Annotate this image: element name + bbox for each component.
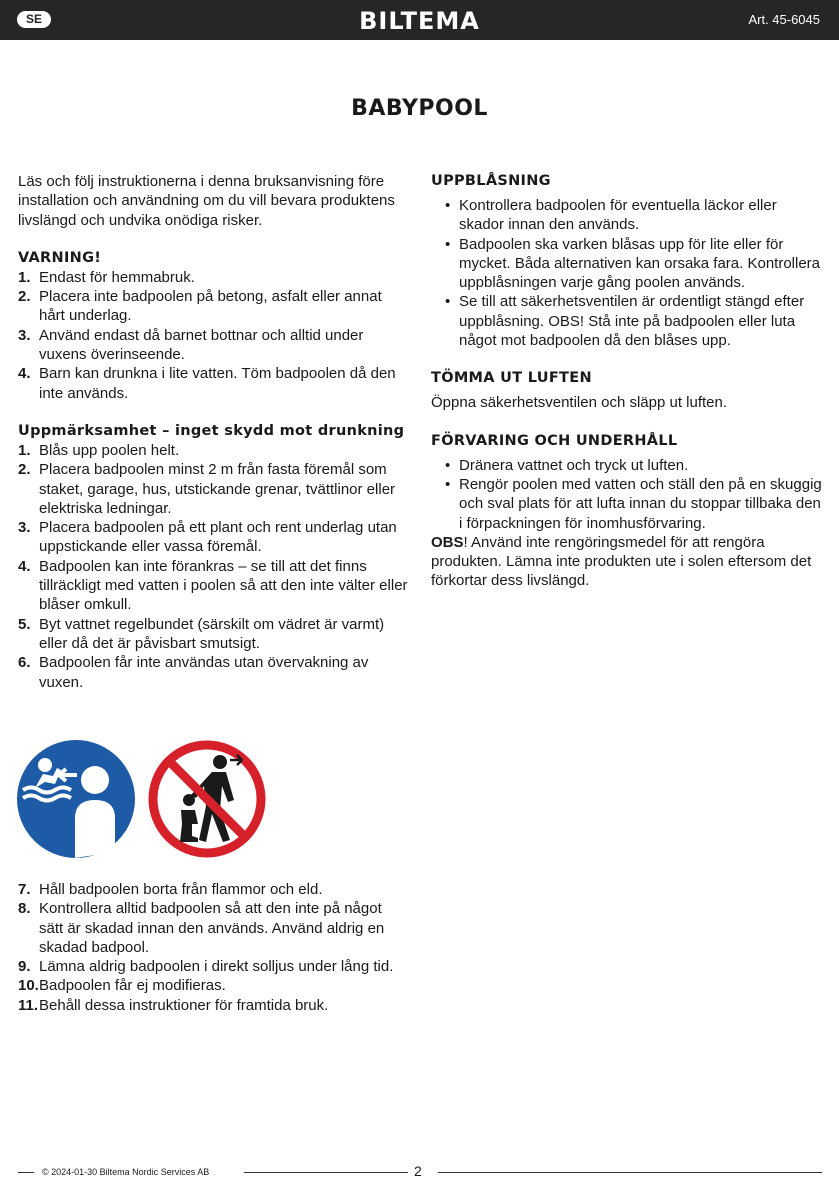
- inflation-list: [431, 196, 823, 350]
- list-item-text: Placera inte badpoolen på betong, asfalt eller annat hårt underlag.: [39, 288, 382, 325]
- list-item-text: Placera badpoolen minst 2 m från fasta föremål som staket, garage, hus, utstickande grenar, tvättlinor eller elektriska ledningar.: [39, 461, 396, 517]
- deflate-heading: TÖMMA UT LUFTEN: [431, 370, 592, 387]
- list-item-text: Endast för hemmabruk.: [39, 268, 195, 286]
- supervise-child-mandatory-icon: [17, 740, 135, 858]
- list-item-number: 10.: [18, 977, 39, 995]
- storage-note: [431, 533, 823, 591]
- list-item: [18, 899, 410, 957]
- inflation-heading: UPPBLÅSNING: [431, 173, 551, 189]
- list-item-number: 6.: [18, 654, 31, 672]
- list-item-number: 2.: [18, 288, 31, 306]
- safety-icons: [17, 740, 277, 860]
- left-column-continued: [18, 880, 410, 1015]
- list-item: [18, 364, 410, 403]
- list-item-number: 1.: [18, 268, 31, 286]
- list-item-text: Behåll dessa instruktioner för framtida bruk.: [39, 996, 329, 1014]
- footer-rule-mid: [244, 1172, 408, 1173]
- storage-list: [431, 456, 823, 533]
- list-item-number: 9.: [18, 958, 31, 976]
- bullet-item: • Badpoolen ska varken blåsas upp för lite eller för mycket. Båda alternativen kan orsaka fara. Kontrollera uppblåsningen varje gång poolen används.: [445, 235, 823, 293]
- list-item: [18, 557, 410, 615]
- left-column: [18, 172, 410, 692]
- list-item: [18, 287, 410, 326]
- footer: [18, 1160, 822, 1184]
- list-item-number: 3.: [18, 326, 31, 344]
- deflate-text: Öppna säkerhetsventilen och släpp ut luften.: [431, 394, 728, 412]
- list-item-number: 4.: [18, 365, 31, 383]
- footer-rule-right: [438, 1172, 822, 1173]
- list-item: [18, 326, 410, 365]
- warning-heading: VARNING!: [18, 249, 102, 266]
- list-item: [18, 615, 410, 654]
- list-item: [18, 441, 410, 460]
- attention-list: [18, 441, 410, 692]
- list-item-number: 7.: [18, 881, 31, 898]
- intro-text: Läs och följ instruktionerna i denna bruksanvisning före installation och användning om du vill bevara produktens livslängd och undvika onödiga risker.: [18, 173, 395, 229]
- header-bar: [0, 0, 839, 40]
- list-item: [18, 653, 410, 692]
- bullet-item: • Rengör poolen med vatten och ställ den på en skuggig och sval plats för att lufta innan du stoppar tillbaka den i förpackningen för inomhusförvaring.: [445, 475, 823, 533]
- brand-logo: BILTEMA: [359, 7, 480, 35]
- list-item-number: 11.: [18, 996, 39, 1014]
- bullet-item: • Se till att säkerhetsventilen är ordentligt stängd efter uppblåsning. OBS! Stå inte på badpoolen eller luta något mot badpoolen då den blåses upp.: [445, 292, 823, 350]
- page-number: 2: [414, 1163, 422, 1179]
- list-item-text: Lämna aldrig badpoolen i direkt solljus under lång tid.: [39, 958, 394, 976]
- page-title: BABYPOOL: [351, 96, 488, 121]
- list-item: [18, 460, 410, 518]
- bullet-item: • Kontrollera badpoolen för eventuella läckor eller skador innan den används.: [445, 196, 823, 235]
- footer-copyright: © 2024-01-30 Biltema Nordic Services AB: [42, 1167, 210, 1177]
- list-item: [18, 976, 410, 995]
- list-item-text: Barn kan drunkna i lite vatten. Töm badpoolen då den inte används.: [39, 365, 396, 402]
- right-column: [431, 172, 823, 591]
- list-item-number: 1.: [18, 441, 31, 459]
- no-unattended-child-icon: [148, 740, 266, 858]
- list-item-text: Kontrollera alltid badpoolen så att den inte på något sätt är skadad innan den används. Använd aldrig en skadad badpool.: [39, 900, 385, 956]
- list-item: [18, 957, 410, 976]
- list-item-text: Badpoolen får ej modifieras.: [39, 977, 226, 995]
- list-item-text: Håll badpoolen borta från flammor och eld.: [39, 881, 323, 898]
- attention-list-continued: [18, 880, 410, 1015]
- list-item-number: 5.: [18, 615, 31, 633]
- list-item-text: Byt vattnet regelbundet (särskilt om vädret är varmt) eller då det är påvisbart smutsigt.: [39, 615, 385, 652]
- list-item-text: Badpoolen får inte användas utan övervakning av vuxen.: [39, 654, 369, 691]
- list-item-number: 3.: [18, 519, 31, 537]
- list-item: [18, 518, 410, 557]
- article-number: Art. 45-6045: [748, 12, 820, 27]
- list-item: [18, 268, 410, 287]
- list-item: [18, 996, 410, 1015]
- note-label: OBS: [431, 533, 464, 551]
- attention-heading: Uppmärksamhet – inget skydd mot drunkning: [18, 422, 405, 439]
- list-item-text: Badpoolen kan inte förankras – se till att det finns tillräckligt med vatten i poolen så att den inte välter eller blåser omkull.: [39, 557, 408, 614]
- footer-rule-left: [18, 1172, 34, 1173]
- list-item-text: Placera badpoolen på ett plant och rent underlag utan uppstickande eller vassa föremål.: [39, 519, 397, 556]
- storage-heading: FÖRVARING OCH UNDERHÅLL: [431, 432, 678, 449]
- warning-list: [18, 268, 410, 403]
- bullet-item: • Dränera vattnet och tryck ut luften.: [445, 456, 823, 475]
- list-item-number: 2.: [18, 461, 31, 479]
- list-item: [18, 880, 410, 899]
- language-badge: SE: [17, 11, 51, 28]
- list-item-number: 8.: [18, 900, 31, 918]
- list-item-number: 4.: [18, 557, 31, 575]
- list-item-text: Blås upp poolen helt.: [39, 441, 180, 459]
- list-item-text: Använd endast då barnet bottnar och alltid under vuxens överinseende.: [39, 326, 364, 364]
- note-text: ! Använd inte rengöringsmedel för att rengöra produkten. Lämna inte produkten ute i solen eftersom det förkortar dess livslängd.: [431, 533, 812, 590]
